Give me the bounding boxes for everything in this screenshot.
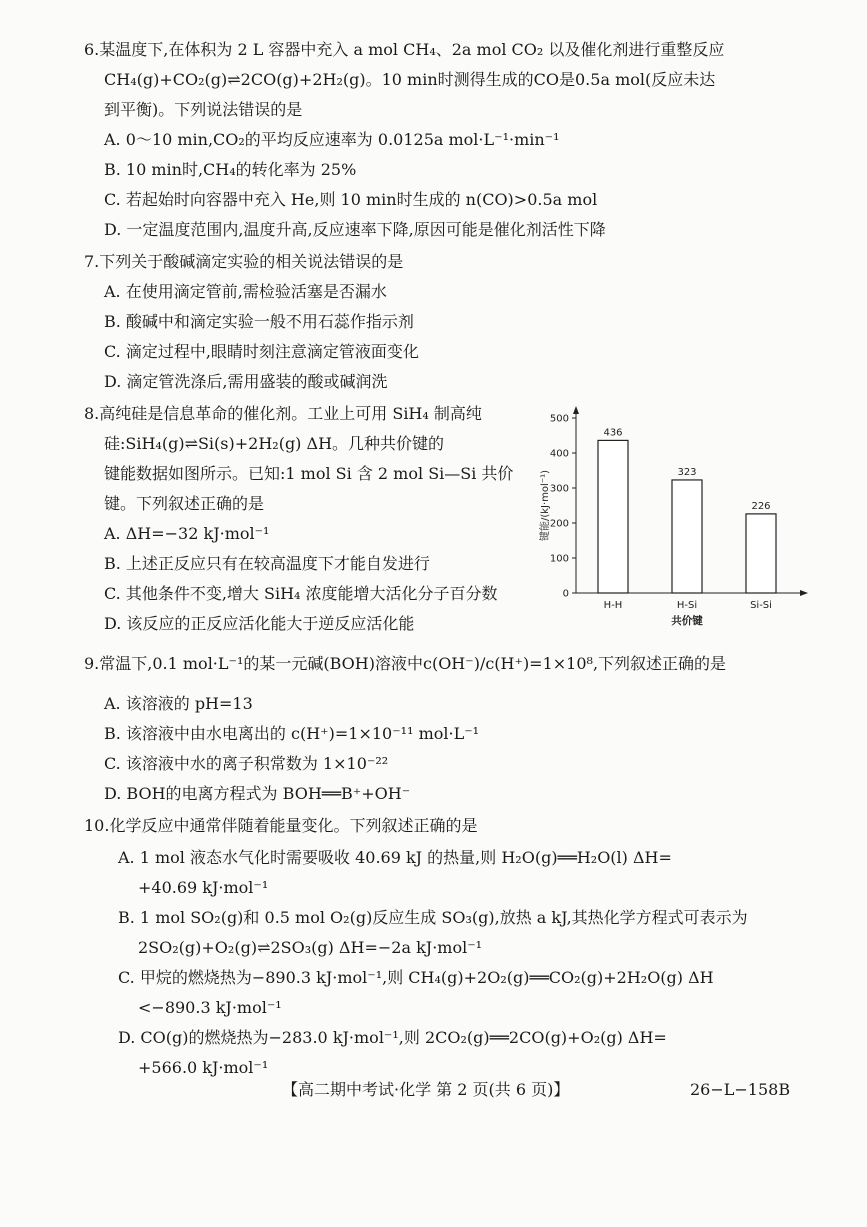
q8-stem-line4: 键。下列叙述正确的是 [104, 494, 265, 513]
q8-stem-line1: 8.高纯硅是信息革命的催化剂。工业上可用 SiH₄ 制高纯 [84, 404, 482, 423]
y-tick-label: 500 [549, 413, 569, 425]
y-tick-label: 100 [549, 553, 569, 565]
q6-option-d: D. 一定温度范围内,温度升高,反应速率下降,原因可能是催化剂活性下降 [104, 220, 606, 239]
y-tick-label: 0 [562, 588, 569, 600]
q6-stem-line2: CH₄(g)+CO₂(g)⇌2CO(g)+2H₂(g)。10 min时测得生成的CO是0.5a mol(反应未达 [104, 70, 716, 89]
q6-stem-line3: 到平衡)。下列说法错误的是 [104, 100, 303, 119]
q6-option-c: C. 若起始时向容器中充入 He,则 10 min时生成的 n(CO)>0.5a mol [104, 190, 598, 209]
x-axis-title: 共价键 [671, 615, 703, 627]
q7-option-d: D. 滴定管洗涤后,需用盛装的酸或碱润洗 [104, 372, 388, 391]
q7-stem: 7.下列关于酸碱滴定实验的相关说法错误的是 [84, 252, 404, 271]
q8-option-c: C. 其他条件不变,增大 SiH₄ 浓度能增大活化分子百分数 [104, 584, 498, 603]
q10-option-b-line2: 2SO₂(g)+O₂(g)⇌2SO₃(g) ΔH=−2a kJ·mol⁻¹ [138, 938, 483, 957]
y-tick-label: 400 [549, 448, 569, 460]
y-axis-title: 键能/(kJ·mol⁻¹) [540, 469, 551, 542]
x-tick-label: H-Si [676, 600, 698, 611]
q7-option-c: C. 滴定过程中,眼睛时刻注意滴定管液面变化 [104, 342, 419, 361]
q7-option-b: B. 酸碱中和滴定实验一般不用石蕊作指示剂 [104, 312, 414, 331]
q8-option-a: A. ΔH=−32 kJ·mol⁻¹ [104, 524, 270, 543]
q10-option-b-line1: B. 1 mol SO₂(g)和 0.5 mol O₂(g)反应生成 SO₃(g),放热 a kJ,其热化学方程式可表示为 [118, 908, 748, 927]
bar [672, 480, 702, 593]
q6-option-b: B. 10 min时,CH₄的转化率为 25% [104, 160, 357, 179]
bar [598, 440, 628, 593]
q10-option-d-line1: D. CO(g)的燃烧热为−283.0 kJ·mol⁻¹,则 2CO₂(g)══2CO(g)+O₂(g) ΔH= [118, 1028, 667, 1047]
q8-stem-line2: 硅:SiH₄(g)⇌Si(s)+2H₂(g) ΔH。几种共价键的 [104, 434, 445, 453]
q10-stem: 10.化学反应中通常伴随着能量变化。下列叙述正确的是 [84, 816, 478, 835]
y-tick-label: 300 [549, 483, 569, 495]
footer-code: 26−L−158B [690, 1080, 791, 1099]
footer-page-info: 【高二期中考试·化学 第 2 页(共 6 页)】 [282, 1080, 570, 1099]
q6-stem-line1: 6.某温度下,在体积为 2 L 容器中充入 a mol CH₄、2a mol CO₂ 以及催化剂进行重整反应 [84, 40, 725, 59]
bar-value-label: 436 [603, 427, 623, 439]
q6-option-a: A. 0～10 min,CO₂的平均反应速率为 0.0125a mol·L⁻¹·min⁻¹ [104, 130, 560, 149]
q10-option-c-line1: C. 甲烷的燃烧热为−890.3 kJ·mol⁻¹,则 CH₄(g)+2O₂(g)══CO₂(g)+2H₂O(g) ΔH [118, 968, 714, 987]
y-tick-label: 200 [549, 518, 569, 530]
q10-option-d-line2: +566.0 kJ·mol⁻¹ [138, 1058, 269, 1077]
q8-option-d: D. 该反应的正反应活化能大于逆反应活化能 [104, 614, 415, 633]
q9-option-a: A. 该溶液的 pH=13 [104, 694, 253, 713]
x-tick-label: Si-Si [750, 600, 772, 611]
x-tick-label: H-H [603, 600, 623, 611]
q7-option-a: A. 在使用滴定管前,需检验活塞是否漏水 [104, 282, 387, 301]
x-axis-arrow [800, 590, 808, 596]
q9-option-c: C. 该溶液中水的离子积常数为 1×10⁻²² [104, 754, 389, 773]
q8-option-b: B. 上述正反应只有在较高温度下才能自发进行 [104, 554, 430, 573]
q10-option-a-line2: +40.69 kJ·mol⁻¹ [138, 878, 269, 897]
bar-value-label: 323 [677, 466, 697, 478]
q9-stem: 9.常温下,0.1 mol·L⁻¹的某一元碱(BOH)溶液中c(OH⁻)/c(H⁺)=1×10⁸,下列叙述正确的是 [84, 654, 727, 673]
q9-option-d: D. BOH的电离方程式为 BOH══B⁺+OH⁻ [104, 784, 411, 803]
q10-option-c-line2: <−890.3 kJ·mol⁻¹ [138, 998, 282, 1017]
y-axis-arrow [573, 406, 579, 414]
q10-option-a-line1: A. 1 mol 液态水气化时需要吸收 40.69 kJ 的热量,则 H₂O(g)══H₂O(l) ΔH= [118, 848, 672, 867]
bar [746, 514, 776, 593]
bar-value-label: 226 [751, 500, 771, 512]
q8-stem-line3: 键能数据如图所示。已知:1 mol Si 含 2 mol Si—Si 共价 [104, 464, 514, 483]
bond-energy-chart [530, 400, 810, 630]
q9-option-b: B. 该溶液中由水电离出的 c(H⁺)=1×10⁻¹¹ mol·L⁻¹ [104, 724, 480, 743]
